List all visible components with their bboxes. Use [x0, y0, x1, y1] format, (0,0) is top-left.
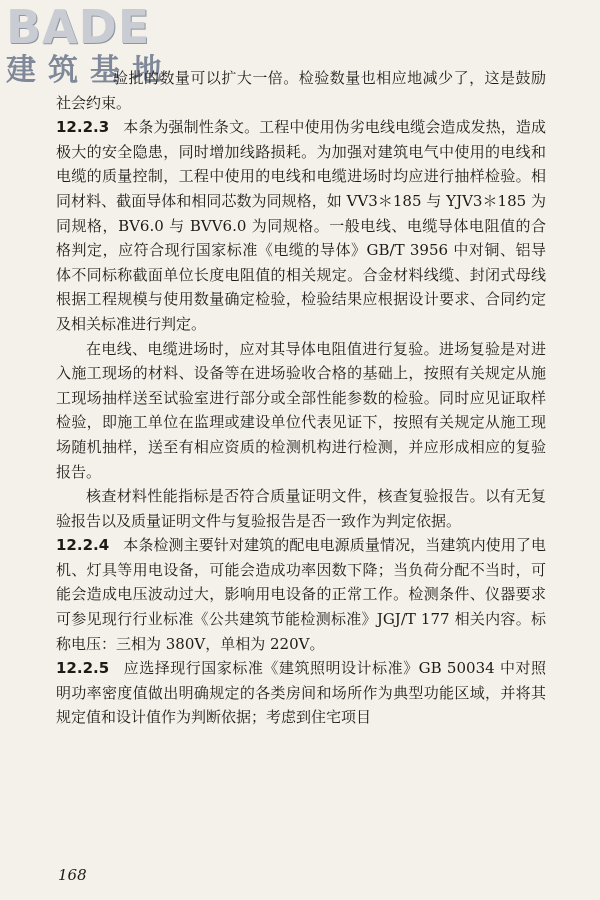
- paragraph-text: 应选择现行国家标准《建筑照明设计标准》GB 50034 中对照明功率密度值做出明确规定的各类房间和场所作为典型功能区域，并将其规定值和设计值作为判断依据；考虑到住宅项目: [56, 659, 546, 727]
- paragraph-continued: [56, 66, 546, 115]
- paragraph-text: 验批的数量可以扩大一倍。检验数量也相应地减少了，这是鼓励社会约束。: [56, 69, 546, 112]
- page-number: 168: [58, 866, 87, 884]
- page-body: [56, 66, 546, 730]
- paragraph-text: 在电线、电缆进场时，应对其导体电阻值进行复验。进场复验是对进入施工现场的材料、设备等在进场验收合格的基础上，按照有关规定从施工现场抽样送至试验室进行部分或全部性能参数的检验。同时应见证取样检验，即施工单位在监理或建设单位代表见证下，按照有关规定从施工现场随机抽样，送至有相应资质的检测机构进行检测，并应形成相应的复验报告。: [56, 339, 546, 481]
- clause-12-2-3: [56, 115, 546, 336]
- clause-number: 12.2.4: [56, 536, 110, 555]
- logo-brand: BADE: [6, 0, 151, 54]
- paragraph-text: 本条检测主要针对建筑的配电电源质量情况，当建筑内使用了电机、灯具等用电设备，可能会造成功率因数下降；当负荷分配不当时，可能会造成电压波动过大，影响用电设备的正常工作。检测条件、仪器要求可参见现行行业标准《公共建筑节能检测标准》JGJ/T 177 相关内容。标称电压：三相为 380V，单相为 220V。: [56, 536, 546, 653]
- clause-12-2-4: [56, 533, 546, 656]
- logo-subtitle: 建筑基地: [6, 53, 174, 88]
- clause-number: 12.2.5: [56, 659, 110, 678]
- paragraph-text: 本条为强制性条文。工程中使用伪劣电线电缆会造成发热，造成极大的安全隐患，同时增加线路损耗。为加强对建筑电气中使用的电线和电缆的质量控制，工程中使用的电线和电缆进场时均应进行抽样检验。相同材料、截面导体和相同芯数为同规格，如 VV3＊185 与 YJV3＊185 为同规格，BV6.0 与 BVV6.0 为同规格。一般电线、电缆导体电阻值的合格判定，应符合现行国家标准《电缆的导体》GB/T 3956 中对铜、铝导体不同标称截面单位长度电阻值的相关规定。合金材料线缆、封闭式母线根据工程规模与使用数量确定检验，检验结果应根据设计要求、合同约定及相关标准进行判定。: [56, 118, 546, 333]
- paragraph-text: 核查材料性能指标是否符合质量证明文件，核查复验报告。以有无复验报告以及质量证明文件与复验报告是否一致作为判定依据。: [56, 487, 546, 530]
- clause-12-2-5: [56, 656, 546, 730]
- paragraph: [56, 484, 546, 533]
- paragraph: [56, 337, 546, 485]
- clause-number: 12.2.3: [56, 118, 110, 137]
